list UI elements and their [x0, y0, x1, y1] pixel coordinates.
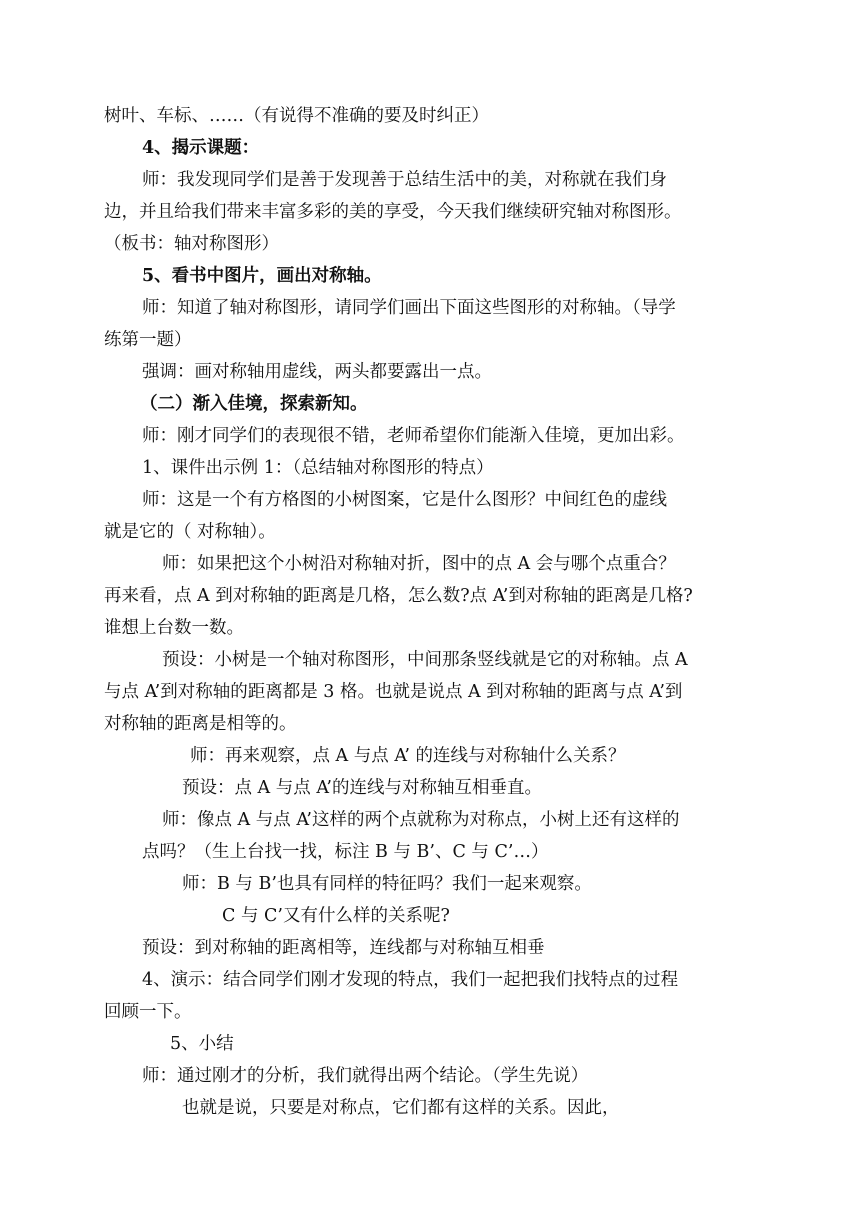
text-line: 师：如果把这个小树沿对称轴对折，图中的点 A 会与哪个点重合？ [162, 554, 676, 574]
section-heading: 4、揭示课题： [142, 138, 260, 158]
text-line: 预设：到对称轴的距离相等，连线都与对称轴互相垂 [142, 938, 545, 958]
text-line: 师：这是一个有方格图的小树图案，它是什么图形？中间红色的虚线 [142, 490, 667, 510]
text-line: 就是它的（ 对称轴）。 [104, 522, 276, 542]
text-line: 师：通过刚才的分析，我们就得出两个结论。（学生先说） [142, 1066, 589, 1086]
text-line: 师：知道了轴对称图形，请同学们画出下面这些图形的对称轴。（导学 [142, 298, 676, 318]
text-line: 树叶、车标、……（有说得不准确的要及时纠正） [104, 106, 489, 126]
text-line: 预设：点 A 与点 A’的连线与对称轴互相垂直。 [182, 778, 542, 798]
text-line: 师：B 与 B’也具有同样的特征吗？我们一起来观察。 [182, 874, 592, 894]
text-line: 4、演示：结合同学们刚才发现的特点，我们一起把我们找特点的过程 [142, 970, 679, 990]
text-line: 边，并且给我们带来丰富多彩的美的享受，今天我们继续研究轴对称图形。 [104, 202, 682, 222]
text-line: 练第一题） [104, 330, 192, 350]
text-line: 师：再来观察，点 A 与点 A’ 的连线与对称轴什么关系？ [190, 746, 626, 766]
text-line: （板书：轴对称图形） [104, 234, 279, 254]
text-line: 强调：画对称轴用虚线，两头都要露出一点。 [142, 362, 492, 382]
text-line: 师：像点 A 与点 A’这样的两个点就称为对称点，小树上还有这样的 [162, 810, 680, 830]
text-line: 5、小结 [170, 1034, 234, 1054]
text-line: 师：刚才同学们的表现很不错，老师希望你们能渐入佳境，更加出彩。 [142, 426, 685, 446]
text-line: 再来看，点 A 到对称轴的距离是几格，怎么数?点 A’到对称轴的距离是几格? [104, 586, 693, 606]
text-line: 点吗？（生上台找一找，标注 B 与 B’、C 与 C’…） [142, 842, 549, 862]
text-line: 预设：小树是一个轴对称图形，中间那条竖线就是它的对称轴。点 A [162, 650, 688, 670]
text-line: 对称轴的距离是相等的。 [104, 714, 297, 734]
text-line: 回顾一下。 [104, 1002, 192, 1022]
section-heading: （二）渐入佳境，探索新知。 [140, 394, 368, 414]
text-line: 也就是说，只要是对称点，它们都有这样的关系。因此， [182, 1098, 620, 1118]
text-line: 与点 A’到对称轴的距离都是 3 格。也就是说点 A 到对称轴的距离与点 A’到 [104, 682, 683, 702]
text-line: 谁想上台数一数。 [104, 618, 244, 638]
text-line: 1、课件出示例 1：（总结轴对称图形的特点） [142, 458, 494, 478]
text-line: 师：我发现同学们是善于发现善于总结生活中的美，对称就在我们身 [142, 170, 667, 190]
section-heading: 5、看书中图片，画出对称轴。 [142, 266, 382, 286]
text-line: C 与 C’又有什么样的关系呢? [222, 906, 450, 926]
